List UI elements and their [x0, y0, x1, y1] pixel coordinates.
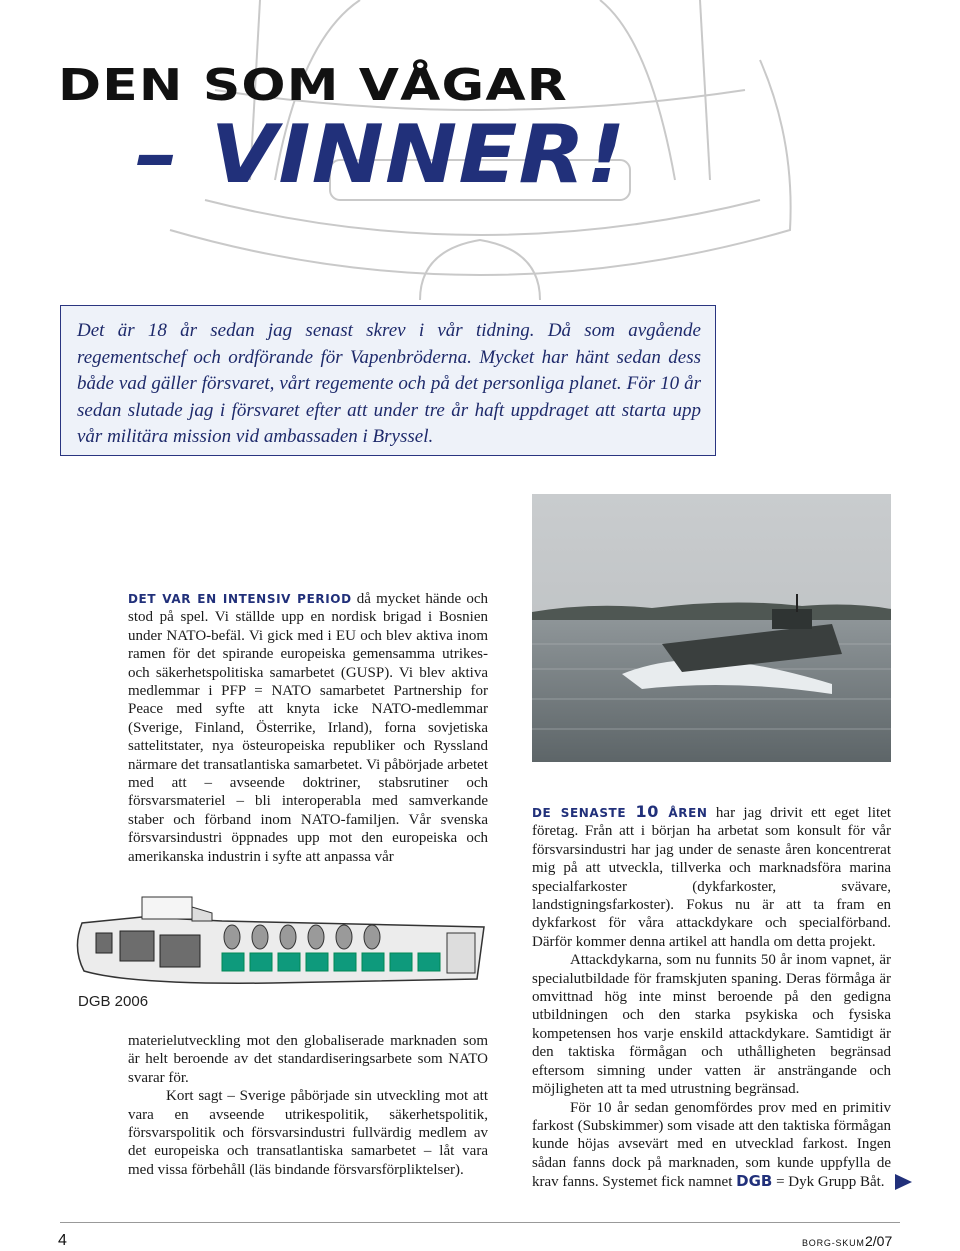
- left-column-lower: [128, 1032, 488, 1179]
- right-para-3a: För 10 år sedan genomfördes prov med en primitiv farkost (Subskimmer) som visade att den taktiska förmågan kunde höjas avsevärt med en utvecklad farkost. Ingen sådan fanns dock på marknaden, som kunde uppfylla de krav fanns. Systemet fick namnet: [532, 1099, 891, 1191]
- intro-text: Det är 18 år sedan jag senast skrev i vår tidning. Då som avgående regementschef och ordförande för Vapenbröderna. Mycket har hänt sedan dess både vad gäller försvaret, vårt regemente och på det personliga planet. För 10 år sedan slutade jag i försvaret efter att under tre år haft uppdraget att starta upp vår militära mission vid ambassaden i Bryssel.: [77, 320, 701, 447]
- right-lead-number: 10: [635, 802, 659, 821]
- right-para-3b: = Dyk Grupp Båt.: [772, 1174, 885, 1191]
- left-para-1: då mycket hände och stod på spel. Vi ställde upp en nordisk brigad i Bosnien under NATO-befäl. Vi gick med i EU och blev aktiva inom ramen för det spirande europeiska gemensamma utrikes- och säkerhetspolitiska samarbetet (GUSP). Vi blev aktiva medlemmar i PFP = NATO samarbetet Partnership for Peace med syfte att knyta icke NATO-medlemmar (Sverige, Finland, Österrike, Irland), forna sovjetiska sattelitstater, nya östeuropeiska republiker och Ryssland närmare det transatlantiska samarbetet. Vi påbörjade arbetet med att – avseende doktriner, stabsrutiner och försvarsmateriel – bli interoperabla med samverkande staber och förband inom NATO-familjen. Vår svenska försvarsindustri öppnades upp mot den europeiska och amerikanska industrin i syfte att anpassa vår: [128, 591, 488, 865]
- footer-rule: [60, 1222, 900, 1223]
- right-para-1: har jag drivit ett eget litet företag. Från att i början ha arbetat som konsult för vår försvarsindustri har jag under de senaste åren koncentrerat mig på att utveckla, tillverka och marknadsföra marina specialfarkoster (dykfarkoster, svävare, landstigningsfarkoster). Fokus nu är att ta fram en dykfarkost för våra attackdykare och specialförband. Därför kommer denna artikel att handla om detta projekt.: [532, 805, 891, 950]
- headline-line-2: – VINNER!: [135, 108, 627, 201]
- publication-name: BORG-SKUM: [802, 1238, 865, 1248]
- boat-photo: [532, 494, 891, 762]
- left-para-1-continued: materielutveckling mot den globaliserade marknaden som är helt beroende av det standardiseringsarbete som NATO svarar för.: [128, 1033, 488, 1086]
- diagram-caption: DGB 2006: [78, 993, 149, 1010]
- dgb-cutaway-diagram: [72, 893, 490, 987]
- dgb-label: DGB: [736, 1172, 773, 1191]
- issue-number: 2/07: [865, 1233, 893, 1249]
- page-number: 4: [58, 1232, 67, 1249]
- left-column-upper: [128, 590, 488, 866]
- left-lead: DET VAR EN INTENSIV PERIOD: [128, 592, 352, 606]
- right-column: [532, 803, 891, 1192]
- headline-line-1: DEN SOM VÅGAR: [58, 60, 568, 111]
- right-para-2: Attackdykarna, som nu funnits 50 år inom vapnet, är specialutbildade för framskjuten spaning. Deras förmåga är omvittnad hög inte minst beroende på den gedigna utbildningen och den starka psykiska och fysiska kompetensen hos varje enskild attackdykare. Samtidigt är den taktiska förmågan och uthålligheten begränsad eftersom simning under vatten är ansträngande och möjligheten att ta med utrustning begränsad.: [532, 952, 891, 1098]
- triangle-right-icon: [893, 1173, 913, 1191]
- right-lead-c: ÅREN: [659, 806, 708, 820]
- intro-box: [60, 305, 716, 456]
- left-para-2: Kort sagt – Sverige påbörjade sin utveckling mot att vara en avseende utrikespolitik, säkerhetspolitik, försvarspolitik och försvarsindustri fullvärdig medlem av det europeiska och transatlantiska samarbetet – låt vara med vissa förbehåll (läs bindande försvarsförpliktelser).: [128, 1088, 488, 1178]
- right-lead-a: DE SENASTE: [532, 806, 636, 820]
